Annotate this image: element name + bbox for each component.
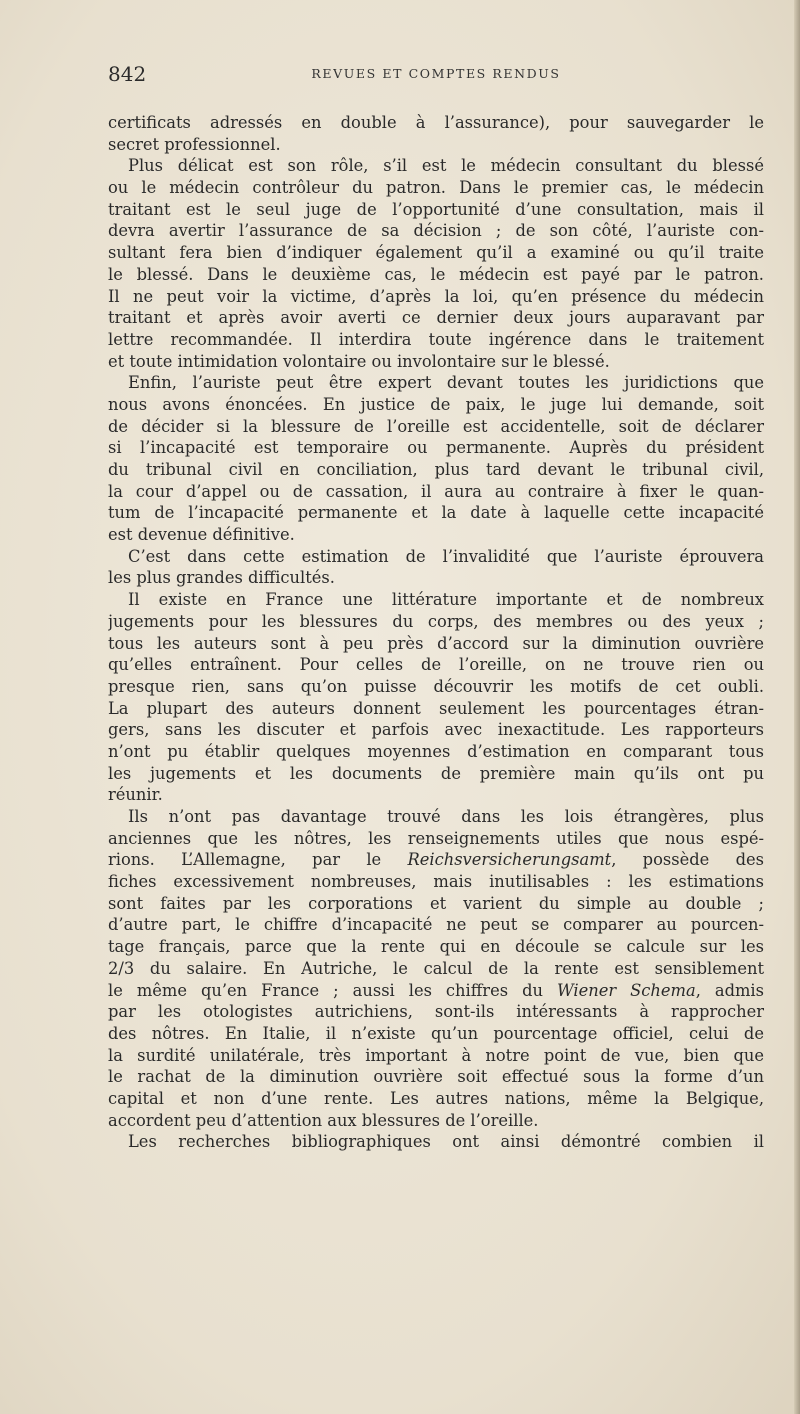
text-line: d’autre part, le chiffre d’incapacité ne peut se comparer au pourcen- <box>108 915 764 935</box>
page-edge-shadow <box>794 0 800 1414</box>
text-line: ou le médecin contrôleur du patron. Dans le premier cas, le médecin <box>108 178 764 198</box>
page-header <box>108 62 764 86</box>
text-line: Ils n’ont pas davantage trouvé dans les lois étrangères, plus <box>128 807 764 826</box>
text-line <box>108 980 764 1002</box>
text-line: par les otologistes autrichiens, sont-ils intéressants à rapprocher <box>108 1002 764 1022</box>
text-line: anciennes que les nôtres, les renseignements utiles que nous espé- <box>108 828 764 848</box>
text-line: et toute intimidation volontaire ou involontaire sur le blessé. <box>108 351 610 371</box>
page-number: 842 <box>108 62 147 86</box>
body-text <box>108 112 764 1153</box>
text-line: presque rien, sans qu’on puisse découvrir les motifs de cet oubli. <box>108 676 764 696</box>
text-line: capital et non d’une rente. Les autres nations, même la Belgique, <box>108 1088 764 1108</box>
text-line: réunir. <box>108 785 163 805</box>
text-line: Les recherches bibliographiques ont ainsi démontré combien il <box>128 1132 764 1152</box>
text-line: 2/3 du salaire. En Autriche, le calcul de la rente est sensiblement <box>108 958 764 978</box>
italic-term: Reichsversicherungsamt <box>407 850 612 870</box>
text-line: Enfin, l’auriste peut être expert devant toutes les juridictions que <box>128 373 764 393</box>
text-line: jugements pour les blessures du corps, des membres ou des yeux ; <box>108 611 764 631</box>
text-line: traitant et après avoir averti ce dernier deux jours auparavant par <box>108 308 764 328</box>
text-line <box>108 849 764 871</box>
text-line: La plupart des auteurs donnent seulement les pourcentages étran- <box>108 698 764 718</box>
running-head: REVUES ET COMPTES RENDUS <box>311 66 561 81</box>
text-line: n’ont pu établir quelques moyennes d’estimation en comparant tous <box>108 741 764 761</box>
text-line: qu’elles entraînent. Pour celles de l’oreille, on ne trouve rien ou <box>108 655 764 675</box>
text-segment: , admis <box>695 980 764 1000</box>
text-line: le blessé. Dans le deuxième cas, le médecin est payé par le patron. <box>108 264 764 284</box>
text-line: tage français, parce que la rente qui en découle se calcule sur les <box>108 937 764 957</box>
text-line: traitant est le seul juge de l’opportunité d’une consultation, mais il <box>108 199 764 219</box>
text-line: sont faites par les corporations et varient du simple au double ; <box>108 893 764 913</box>
text-line: C’est dans cette estimation de l’invalidité que l’auriste éprouvera <box>128 546 764 566</box>
text-line: certificats adressés en double à l’assurance), pour sauvegarder le <box>108 113 764 132</box>
text-line: nous avons énoncées. En justice de paix, le juge lui demande, soit <box>108 394 764 414</box>
text-line: Il existe en France une littérature importante et de nombreux <box>128 590 764 610</box>
text-line: de décider si la blessure de l’oreille est accidentelle, soit de déclarer <box>108 416 764 436</box>
text-line: le rachat de la diminution ouvrière soit effectué sous la forme d’un <box>108 1067 764 1087</box>
text-line: Plus délicat est son rôle, s’il est le médecin consultant du blessé <box>128 156 764 176</box>
text-line: lettre recommandée. Il interdira toute ingérence dans le traitement <box>108 329 764 349</box>
text-line: sultant fera bien d’indiquer également qu’il a examiné ou qu’il traite <box>108 243 764 263</box>
text-line: secret professionnel. <box>108 134 281 154</box>
text-line: tum de l’incapacité permanente et la date à laquelle cette incapacité <box>108 503 764 523</box>
text-line: les plus grandes difficultés. <box>108 568 335 588</box>
text-line: devra avertir l’assurance de sa décision ; de son côté, l’auriste con- <box>108 221 764 241</box>
text-line: Il ne peut voir la victime, d’après la loi, qu’en présence du médecin <box>108 286 764 306</box>
text-line: si l’incapacité est temporaire ou permanente. Auprès du président <box>108 438 764 458</box>
text-line: la cour d’appel ou de cassation, il aura au contraire à fixer le quan- <box>108 481 764 501</box>
text-line: gers, sans les discuter et parfois avec inexactitude. Les rapporteurs <box>108 720 764 740</box>
italic-term: Wiener Schema <box>556 980 696 1000</box>
text-line: la surdité unilatérale, très important à notre point de vue, bien que <box>108 1045 764 1065</box>
text-line: fiches excessivement nombreuses, mais inutilisables : les estimations <box>108 872 764 892</box>
text-line: des nôtres. En Italie, il n’existe qu’un pourcentage officiel, celui de <box>108 1023 764 1043</box>
text-line: tous les auteurs sont à peu près d’accord sur la diminution ouvrière <box>108 633 764 653</box>
text-segment: le même qu’en France ; aussi les chiffres du <box>108 980 557 1000</box>
text-line: accordent peu d’attention aux blessures de l’oreille. <box>108 1110 539 1130</box>
text-line: est devenue définitive. <box>108 525 295 545</box>
text-segment: rions. L’Allemagne, par le <box>108 850 408 870</box>
text-line: les jugements et les documents de première main qu’ils ont pu <box>108 763 764 783</box>
text-line: du tribunal civil en conciliation, plus tard devant le tribunal civil, <box>108 460 764 479</box>
text-segment: , possède des <box>611 850 764 870</box>
